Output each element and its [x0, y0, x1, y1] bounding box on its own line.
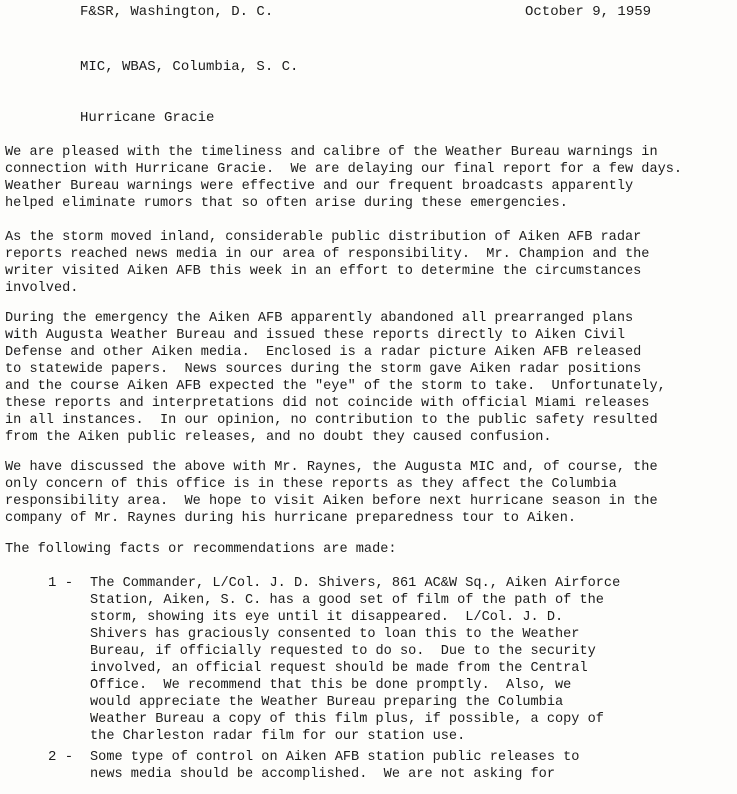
- paragraph-line: involved.: [5, 281, 79, 296]
- item-1: [90, 575, 730, 745]
- paragraph-line: with Augusta Weather Bureau and issued these reports directly to Aiken Civil: [5, 328, 625, 343]
- paragraph-line: We are pleased with the timeliness and calibre of the Weather Bureau warnings in: [5, 145, 658, 160]
- item-line: would appreciate the Weather Bureau preparing the Columbia: [90, 695, 564, 710]
- paragraph-line: helped eliminate rumors that so often arise during these emergencies.: [5, 196, 568, 211]
- item-line: Some type of control on Aiken AFB station public releases to: [90, 750, 580, 765]
- paragraph-line: Weather Bureau warnings were effective and our frequent broadcasts apparently: [5, 179, 634, 194]
- item-line: Office. We recommend that this be done promptly. Also, we: [90, 678, 572, 693]
- paragraph-5: [5, 541, 733, 558]
- item-line: Weather Bureau a copy of this film plus, if possible, a copy of: [90, 712, 604, 727]
- paragraph-2: [5, 229, 733, 297]
- paragraph-3: [5, 310, 733, 446]
- item-line: Shivers has graciously consented to loan this to the Weather: [90, 627, 580, 642]
- item-line: news media should be accomplished. We are not asking for: [90, 767, 555, 782]
- item-line: Bureau, if officially requested to do so. Due to the security: [90, 644, 596, 659]
- paragraph-1: [5, 144, 733, 212]
- subject-line: Hurricane Gracie: [80, 110, 215, 126]
- paragraph-line: connection with Hurricane Gracie. We are delaying our final report for a few days.: [5, 162, 683, 177]
- paragraph-line: As the storm moved inland, considerable public distribution of Aiken AFB radar: [5, 230, 642, 245]
- from-line: F&SR, Washington, D. C.: [80, 4, 274, 20]
- paragraph-line: these reports and interpretations did not coincide with official Miami releases: [5, 396, 650, 411]
- item-line: The Commander, L/Col. J. D. Shivers, 861 AC&W Sq., Aiken Airforce: [90, 576, 621, 591]
- item-line: Station, Aiken, S. C. has a good set of film of the path of the: [90, 593, 604, 608]
- paragraph-line: company of Mr. Raynes during his hurricane preparedness tour to Aiken.: [5, 511, 577, 526]
- paragraph-line: from the Aiken public releases, and no doubt they caused confusion.: [5, 430, 552, 445]
- item-line: storm, showing its eye until it disappeared. L/Col. J. D.: [90, 610, 564, 625]
- paragraph-line: The following facts or recommendations are made:: [5, 542, 397, 557]
- paragraph-line: responsibility area. We hope to visit Aiken before next hurricane season in the: [5, 494, 658, 509]
- paragraph-4: [5, 459, 733, 527]
- paragraph-line: We have discussed the above with Mr. Raynes, the Augusta MIC and, of course, the: [5, 460, 658, 475]
- to-line: MIC, WBAS, Columbia, S. C.: [80, 59, 299, 75]
- paragraph-line: writer visited Aiken AFB this week in an effort to determine the circumstances: [5, 264, 642, 279]
- paragraph-line: and the course Aiken AFB expected the "eye" of the storm to take. Unfortunately,: [5, 379, 666, 394]
- paragraph-line: reports reached news media in our area of responsibility. Mr. Champion and the: [5, 247, 650, 262]
- paragraph-line: only concern of this office is in these reports as they affect the Columbia: [5, 477, 617, 492]
- paragraph-line: During the emergency the Aiken AFB apparently abandoned all prearranged plans: [5, 311, 634, 326]
- item-2: [90, 749, 730, 783]
- item-line: involved, an official request should be made from the Central: [90, 661, 588, 676]
- item-number-1: 1 -: [48, 575, 74, 591]
- paragraph-line: to statewide papers. News sources during the storm gave Aiken radar positions: [5, 362, 642, 377]
- paragraph-line: in all instances. In our opinion, no contribution to the public safety resulted: [5, 413, 658, 428]
- item-line: the Charleston radar film for our station use.: [90, 729, 466, 744]
- item-number-2: 2 -: [48, 749, 74, 765]
- date-line: October 9, 1959: [525, 4, 652, 20]
- paragraph-line: Defense and other Aiken media. Enclosed is a radar picture Aiken AFB released: [5, 345, 642, 360]
